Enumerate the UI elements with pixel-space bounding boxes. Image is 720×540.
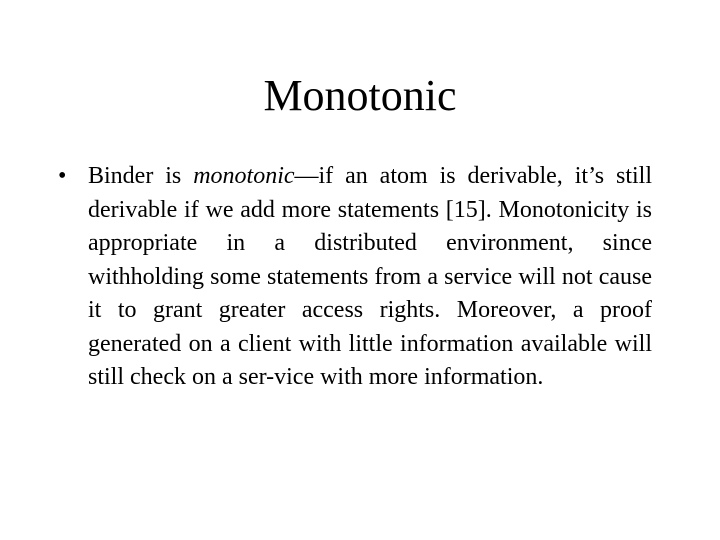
bullet-text [88, 160, 652, 395]
slide-title: Monotonic [263, 71, 457, 120]
bullet-marker: • [58, 163, 67, 189]
bullet-emphasis: monotonic [193, 163, 295, 189]
bullet-text-body: —if an atom is derivable, it’s still derivable if we add more statements [15]. Monotonicity is appropriate in a distributed environment, since withholding some statements from a service will not cause it to grant greater access rights. Moreover, a proof generated on a client with little information available will still check on a ser-vice with more information. [88, 163, 653, 390]
bullet-list [54, 160, 652, 395]
bullet-text-lead: Binder is [88, 163, 194, 189]
bullet-item [54, 160, 652, 395]
